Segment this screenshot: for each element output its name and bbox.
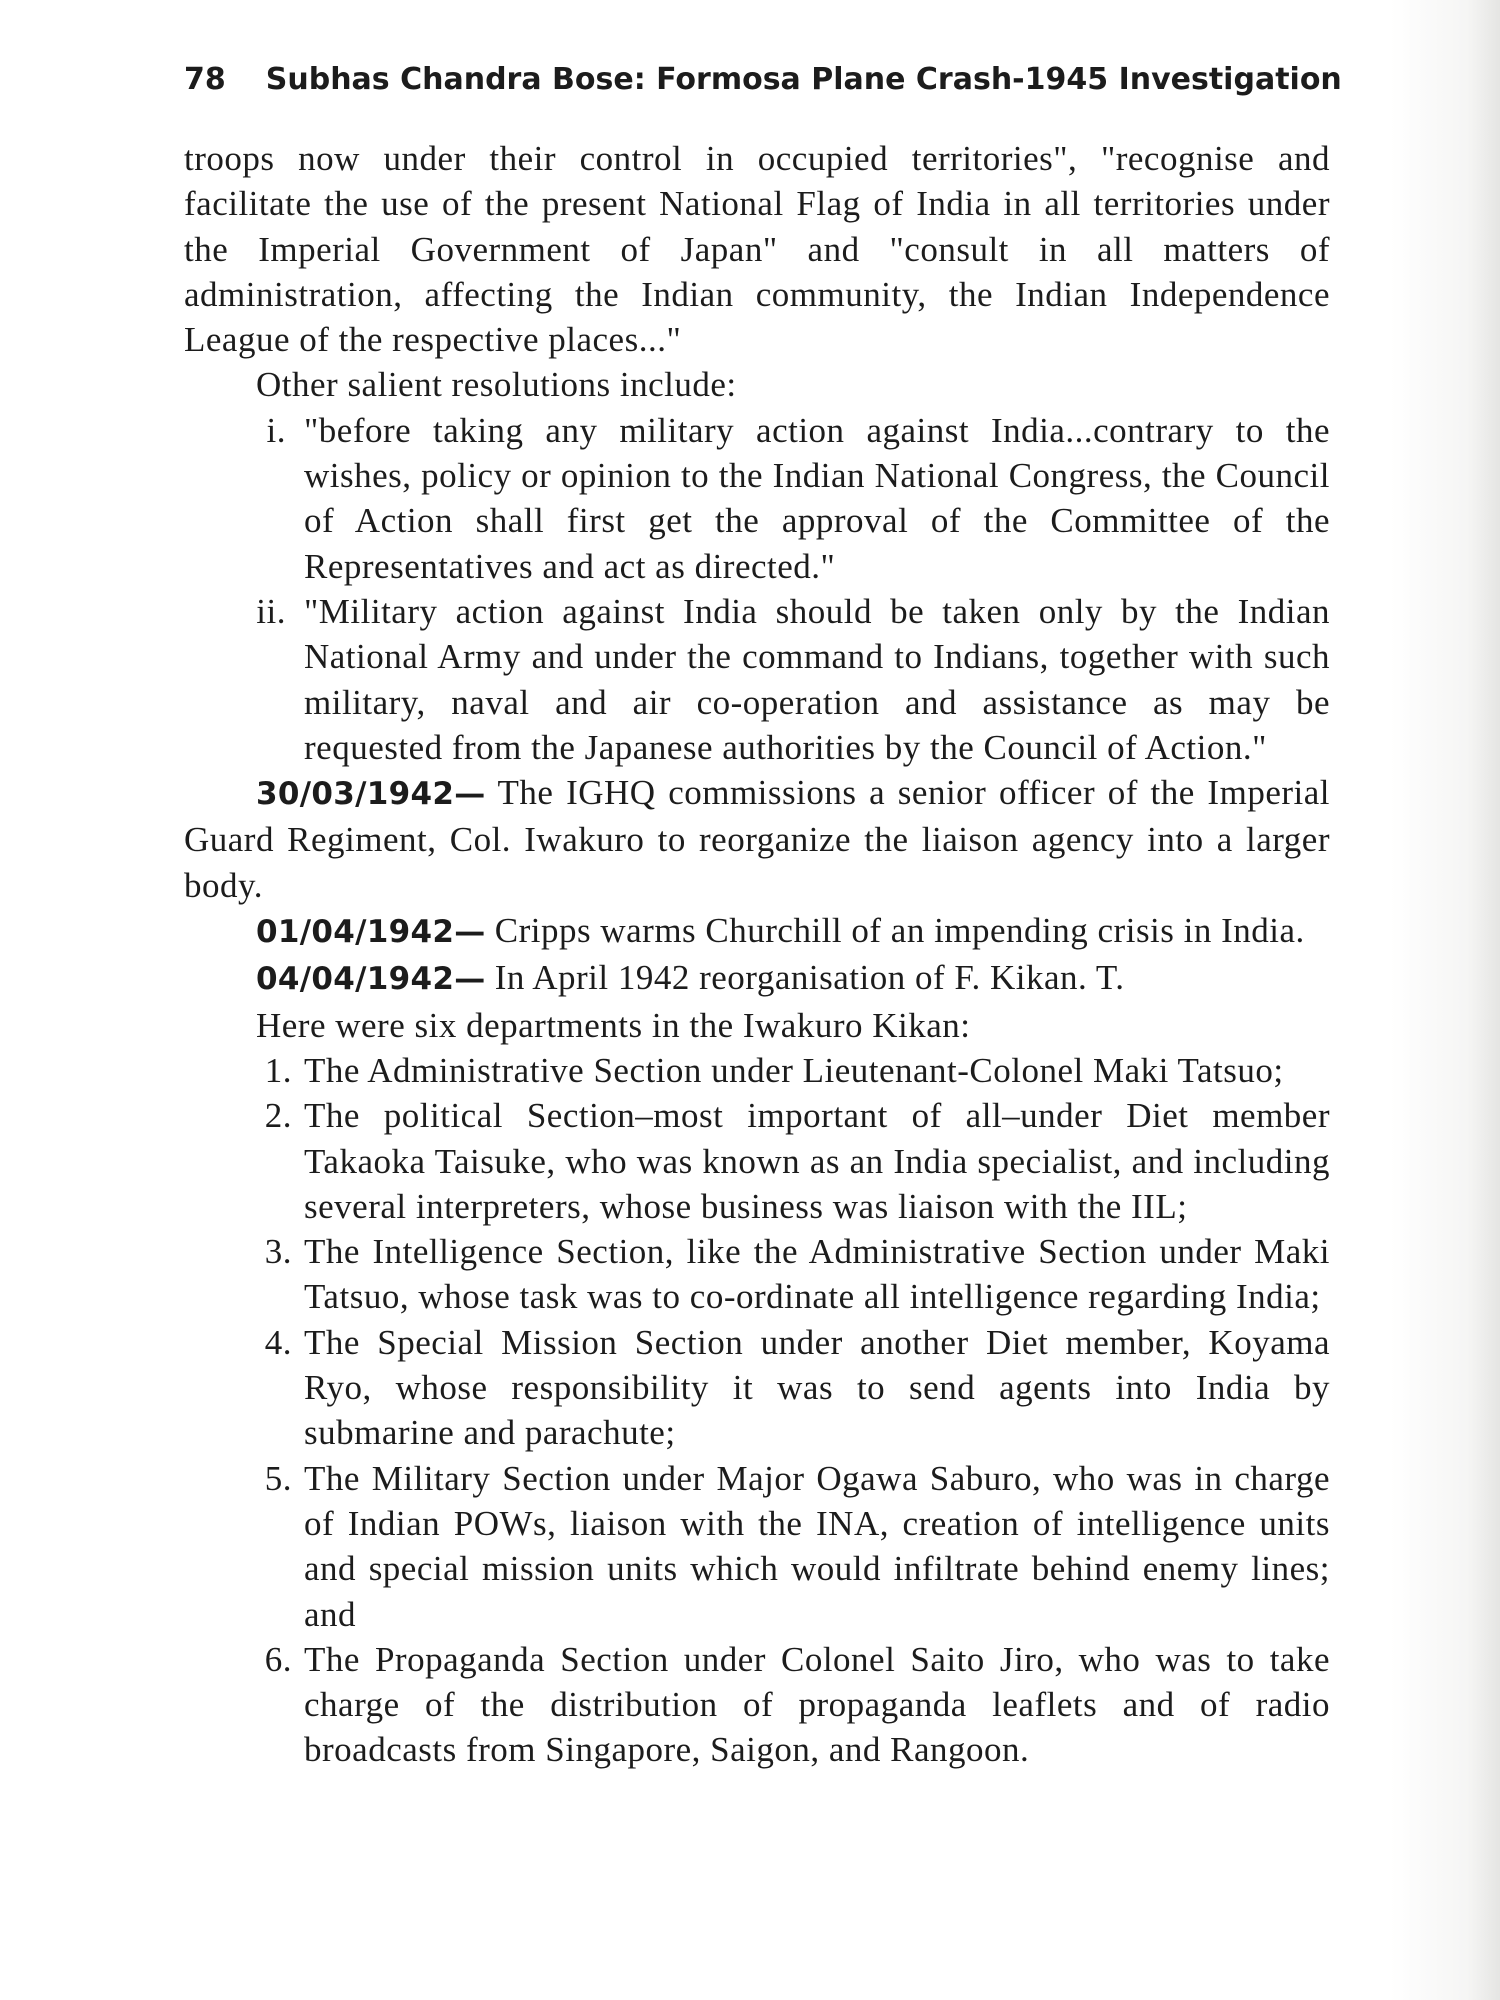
list-item	[184, 1093, 1330, 1229]
entry-date: 04/04/1942—	[256, 961, 486, 998]
list-item-text: The Administrative Section under Lieutenant-Colonel Maki Tatsuo;	[304, 1050, 1284, 1090]
page-number: 78	[184, 62, 226, 97]
entry-date: 01/04/1942—	[256, 914, 486, 951]
entry-date: 30/03/1942—	[256, 776, 486, 813]
opening-paragraph: troops now under their control in occupied territories", "recognise and facilitate the use of the present National Flag of India in all territories under the Imperial Government of Japan" and "consult in all matters of administration, affecting the Indian community, the Indian Independence League of the respective places..."	[184, 139, 1330, 360]
entry-text: Cripps warms Churchill of an impending crisis in India.	[485, 911, 1305, 951]
page-body	[184, 136, 1330, 1773]
list-marker: 2.	[264, 1096, 292, 1136]
list-item-text: The Propaganda Section under Colonel Saito Jiro, who was to take charge of the distribution of propaganda leaflets and of radio broadcasts from Singapore, Saigon, and Rangoon.	[304, 1639, 1330, 1770]
page-header	[184, 62, 1342, 97]
list-item-text: The political Section–most important of all–under Diet member Takaoka Taisuke, who was known as an India specialist, and including several interpreters, whose business was liaison with the IIL;	[304, 1096, 1330, 1226]
list-item	[184, 1048, 1330, 1093]
list-marker: 1.	[264, 1050, 292, 1090]
list-item-text: "before taking any military action against India...contrary to the wishes, policy or opinion to the Indian National Congress, the Council of Action shall first get the approval of the Committee of the Representatives and act as directed."	[304, 410, 1330, 586]
list-marker: 3.	[264, 1232, 292, 1272]
departments-list	[184, 1048, 1330, 1773]
entry-text: In April 1942 reorganisation of F. Kikan. T.	[485, 958, 1125, 998]
resolutions-list	[184, 408, 1330, 770]
entry-text: The IGHQ commissions a senior officer of the Imperial Guard Regiment, Col. Iwakuro to reorganize the liaison agency into a larger body.	[184, 773, 1330, 905]
chronology-entry	[184, 955, 1330, 1002]
list-item-text: The Military Section under Major Ogawa Saburo, who was in charge of Indian POWs, liaison with the INA, creation of intelligence units and special mission units which would infiltrate behind enemy lines; and	[304, 1458, 1330, 1634]
resolutions-intro: Other salient resolutions include:	[256, 365, 737, 405]
list-item-text: "Military action against India should be taken only by the Indian National Army and under the command to Indians, together with such military, naval and air co-operation and assistance as may be requested from the Japanese authorities by the Council of Action."	[304, 591, 1330, 767]
list-item	[184, 1637, 1330, 1773]
list-item-text: The Special Mission Section under another Diet member, Koyama Ryo, whose responsibility it was to send agents into India by submarine and parachute;	[304, 1322, 1330, 1453]
list-item	[184, 1229, 1330, 1320]
list-item	[184, 1320, 1330, 1456]
list-item	[184, 1456, 1330, 1637]
list-item	[184, 408, 1330, 589]
list-marker: ii.	[256, 591, 286, 631]
list-marker: i.	[266, 410, 286, 450]
list-marker: 5.	[264, 1458, 292, 1498]
page-edge-shadow	[1390, 0, 1500, 2000]
running-title: Subhas Chandra Bose: Formosa Plane Crash-1945 Investigation	[265, 62, 1342, 97]
chronology-entry	[184, 770, 1330, 908]
departments-intro: Here were six departments in the Iwakuro Kikan:	[256, 1005, 971, 1045]
chronology-entry	[184, 908, 1330, 955]
list-item	[184, 589, 1330, 770]
list-marker: 6.	[264, 1639, 292, 1679]
list-item-text: The Intelligence Section, like the Administrative Section under Maki Tatsuo, whose task was to co-ordinate all intelligence regarding India;	[304, 1232, 1330, 1317]
list-marker: 4.	[264, 1322, 292, 1362]
